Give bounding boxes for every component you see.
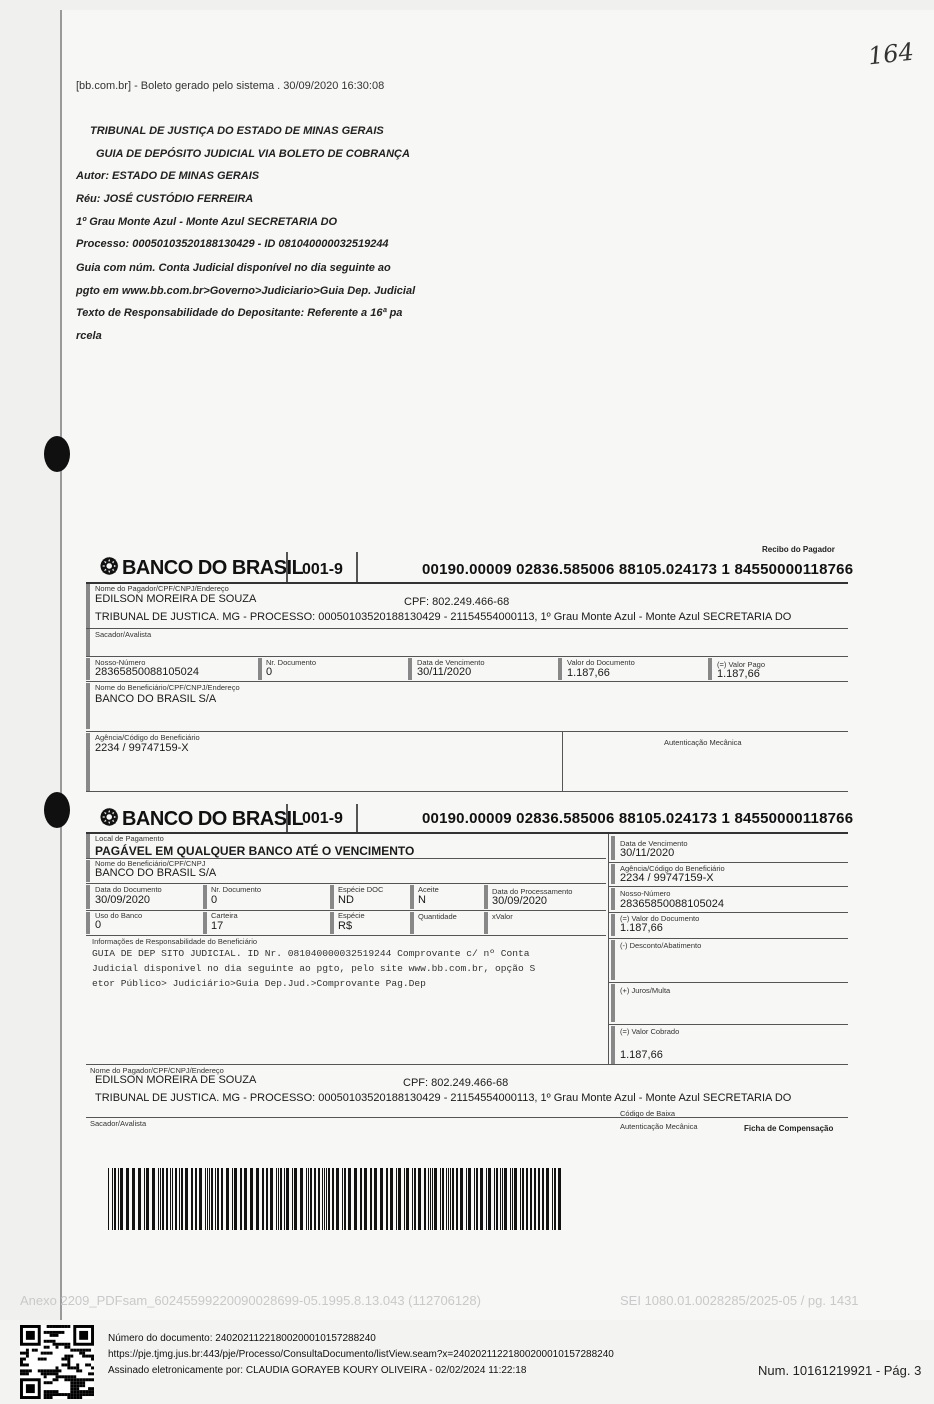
- barcode-bar: [181, 1168, 183, 1230]
- doc-url[interactable]: https://pje.tjmg.jus.br:443/pje/Processo/ConsultaDocumento/listView.seam?x=24020211221800200010157288240: [108, 1349, 614, 1360]
- field-marker: [611, 836, 615, 860]
- barcode-bar: [158, 1168, 159, 1230]
- ficha-tag: Ficha de Compensação: [744, 1124, 834, 1133]
- beneficiario: BANCO DO BRASIL S/A: [95, 693, 217, 705]
- barcode-bar: [195, 1168, 197, 1230]
- payer-label: Nome do Pagador/CPF/CNPJ/Endereço: [95, 584, 229, 593]
- handwritten-page-number: 164: [866, 37, 916, 71]
- field-marker: [86, 630, 90, 656]
- barcode-bar: [412, 1168, 413, 1230]
- guide-line: Texto de Responsabilidade do Depositante: Referente a 16ª pa: [76, 307, 403, 319]
- barcode-bar: [126, 1168, 129, 1230]
- punch-hole: [44, 792, 70, 828]
- field-marker: [410, 912, 414, 934]
- barcode-bar: [396, 1168, 397, 1230]
- field-marker: [330, 912, 334, 934]
- barcode-bar: [534, 1168, 536, 1230]
- beneficiario: BANCO DO BRASIL S/A: [95, 867, 217, 879]
- barcode-bar: [266, 1168, 268, 1230]
- barcode-bar: [306, 1168, 307, 1230]
- barcode-bar: [354, 1168, 357, 1230]
- valor-documento: 1.187,66: [620, 922, 663, 934]
- guide-line: pgto em www.bb.com.br>Governo>Judiciario>Guia Dep. Judicial: [76, 285, 416, 297]
- aceite-label: Aceite: [418, 885, 439, 894]
- agencia: 2234 / 99747159-X: [95, 742, 189, 754]
- barcode-bar: [414, 1168, 416, 1230]
- barcode-bar: [328, 1168, 330, 1230]
- field-marker: [86, 885, 90, 909]
- valor-documento-label: Valor do Documento: [567, 658, 635, 667]
- field-marker: [86, 912, 90, 934]
- barcode-bar: [442, 1168, 444, 1230]
- agencia-label: Agência/Código do Beneficiário: [620, 864, 725, 873]
- rule: [86, 681, 848, 682]
- barcode-bar: [310, 1168, 312, 1230]
- sacador-label: Sacador/Avalista: [95, 630, 152, 639]
- barcode-bar: [468, 1168, 471, 1230]
- barcode-bar: [146, 1168, 149, 1230]
- barcode-bar: [504, 1168, 507, 1230]
- autenticacao-label: Autenticação Mecânica: [664, 738, 742, 747]
- agencia: 2234 / 99747159-X: [620, 872, 714, 884]
- guide-line: rcela: [76, 330, 102, 342]
- barcode-bar: [207, 1168, 208, 1230]
- barcode-bar: [138, 1168, 141, 1230]
- vencimento-label: Data de Vencimento: [417, 658, 485, 667]
- barcode-bar: [554, 1168, 556, 1230]
- nr-doc: 0: [211, 894, 218, 906]
- vencimento-label: Data de Vencimento: [620, 839, 688, 848]
- barcode-bar: [270, 1168, 273, 1230]
- divider: [562, 731, 563, 791]
- valor-pago-label: (=) Valor Pago: [717, 660, 766, 669]
- rule: [86, 1064, 848, 1065]
- punch-hole: [44, 436, 70, 472]
- rule: [608, 912, 848, 913]
- field-marker: [86, 733, 90, 791]
- barcode-bar: [370, 1168, 372, 1230]
- guide-line: Processo: 00050103520188130429 - ID 081040000032519244: [76, 238, 389, 250]
- payer-address: TRIBUNAL DE JUSTICA. MG - PROCESSO: 00050103520188130429 - 21154554000113, 1º Grau Monte Azul - Monte Azul SECRETARIA DO: [95, 611, 792, 623]
- field-marker: [410, 885, 414, 909]
- barcode-bar: [170, 1168, 171, 1230]
- barcode-bar: [162, 1168, 164, 1230]
- field-marker: [484, 912, 488, 934]
- barcode-bar: [360, 1168, 362, 1230]
- rule: [86, 791, 848, 792]
- field-marker: [708, 658, 712, 680]
- barcode-bar: [434, 1168, 437, 1230]
- carteira: 17: [211, 920, 224, 932]
- field-marker: [558, 658, 562, 680]
- barcode-bar: [336, 1168, 339, 1230]
- barcode-bar: [430, 1168, 431, 1230]
- page-number-footer: Num. 10161219921 - Pág. 3: [758, 1363, 922, 1378]
- juros-label: (+) Juros/Multa: [620, 986, 671, 995]
- barcode-bar: [514, 1168, 517, 1230]
- watermark-left: Anexo 2209_PDFsam_60245599220090028699-05.1995.8.13.043 (112706128): [20, 1293, 481, 1308]
- barcode-bar: [364, 1168, 367, 1230]
- barcode-bar: [280, 1168, 282, 1230]
- field-marker: [86, 860, 90, 882]
- rule: [608, 938, 848, 939]
- especie-label: Espécie: [338, 911, 365, 920]
- barcode-bar: [318, 1168, 320, 1230]
- barcode-bar: [456, 1168, 458, 1230]
- barcode-bar: [342, 1168, 343, 1230]
- divider: [286, 552, 288, 582]
- guide-line: GUIA DE DEPÓSITO JUDICIAL VIA BOLETO DE COBRANÇA: [96, 148, 410, 160]
- rule: [86, 628, 848, 629]
- field-marker: [611, 1026, 615, 1064]
- nr-documento: 0: [266, 666, 273, 678]
- bank-logo: [100, 805, 303, 831]
- barcode-bar: [160, 1168, 161, 1230]
- beneficiario-label: Nome do Beneficiário/CPF/CNPJ: [95, 859, 206, 868]
- barcode-bar: [240, 1168, 242, 1230]
- payer-cpf: CPF: 802.249.466-68: [403, 1077, 509, 1089]
- barcode-bar: [215, 1168, 216, 1230]
- digitable-line: 00190.00009 02836.585006 88105.024173 1 84550000118766: [422, 810, 854, 827]
- signature-line: Assinado eletronicamente por: CLAUDIA GORAYEB KOURY OLIVEIRA - 02/02/2024 11:22:18: [108, 1365, 527, 1376]
- barcode-bar: [404, 1168, 405, 1230]
- rule: [608, 1024, 848, 1025]
- especie-doc: ND: [338, 894, 354, 906]
- guide-line: Autor: ESTADO DE MINAS GERAIS: [76, 170, 260, 182]
- barcode-bar: [250, 1168, 253, 1230]
- barcode-bar: [502, 1168, 503, 1230]
- barcode-bar: [286, 1168, 289, 1230]
- barcode-bar: [488, 1168, 491, 1230]
- local-label: Local de Pagamento: [95, 834, 164, 843]
- barcode-bar: [232, 1168, 233, 1230]
- barcode-bar: [120, 1168, 123, 1230]
- barcode-bar: [326, 1168, 327, 1230]
- qr-code: [20, 1325, 94, 1399]
- watermark-right: SEI 1080.01.0028285/2025-05 / pg. 1431: [620, 1293, 859, 1308]
- payer-address: TRIBUNAL DE JUSTICA. MG - PROCESSO: 00050103520188130429 - 21154554000113, 1º Grau Monte Azul - Monte Azul SECRETARIA DO: [95, 1092, 792, 1104]
- guide-line: 1º Grau Monte Azul - Monte Azul SECRETARIA DO: [76, 216, 338, 228]
- barcode-bar: [510, 1168, 511, 1230]
- quantidade-label: Quantidade: [418, 912, 457, 921]
- especie-doc-label: Espécie DOC: [338, 885, 384, 894]
- vencimento: 30/11/2020: [620, 847, 675, 859]
- barcode-bar: [276, 1168, 277, 1230]
- barcode-bar: [211, 1168, 213, 1230]
- bank-code: 001-9: [302, 561, 343, 578]
- data-doc-label: Data do Documento: [95, 885, 162, 894]
- field-marker: [611, 984, 615, 1022]
- bank-code: 001-9: [302, 810, 343, 827]
- nosso-numero: 28365850088105024: [95, 666, 200, 678]
- barcode-bar: [530, 1168, 532, 1230]
- valor-documento: 1.187,66: [567, 667, 610, 679]
- sacador-label: Sacador/Avalista: [90, 1119, 147, 1128]
- field-marker: [203, 885, 207, 909]
- barcode-bar: [114, 1168, 116, 1230]
- guide-line: Réu: JOSÉ CUSTÓDIO FERREIRA: [76, 193, 254, 205]
- field-marker: [86, 584, 90, 630]
- divider: [356, 804, 358, 832]
- carteira-label: Carteira: [211, 911, 238, 920]
- barcode-bar: [262, 1168, 264, 1230]
- barcode-bar: [552, 1168, 553, 1230]
- system-header: [bb.com.br] - Boleto gerado pelo sistema . 30/09/2020 16:30:08: [76, 80, 385, 92]
- bank-logo-icon: ❂: [100, 554, 118, 579]
- barcode-bar: [314, 1168, 316, 1230]
- field-marker: [258, 658, 262, 680]
- barcode-bar: [152, 1168, 155, 1230]
- payer-name: EDILSON MOREIRA DE SOUZA: [95, 1074, 257, 1086]
- barcode-bar: [256, 1168, 259, 1230]
- barcode-bar: [205, 1168, 206, 1230]
- receipt-tag: Recibo do Pagador: [762, 545, 835, 554]
- rule: [608, 982, 848, 983]
- nosso-numero-label: Nosso-Número: [95, 658, 146, 667]
- barcode-bar: [344, 1168, 346, 1230]
- barcode-bar: [191, 1168, 193, 1230]
- payer-cpf: CPF: 802.249.466-68: [404, 596, 510, 608]
- barcode-bar: [332, 1168, 334, 1230]
- barcode-bar: [500, 1168, 501, 1230]
- barcode-bar: [132, 1168, 135, 1230]
- autenticacao-label: Autenticação Mecânica: [620, 1122, 698, 1131]
- valor-documento-label: (=) Valor do Documento: [620, 914, 700, 923]
- local-pagamento: PAGÁVEL EM QUALQUER BANCO ATÉ O VENCIMENTO: [95, 844, 415, 858]
- barcode-bar: [480, 1168, 483, 1230]
- guide-line: TRIBUNAL DE JUSTIÇA DO ESTADO DE MINAS GERAIS: [90, 125, 384, 137]
- barcode-bar: [452, 1168, 454, 1230]
- payer-name: EDILSON MOREIRA DE SOUZA: [95, 593, 257, 605]
- agencia-label: Agência/Código do Beneficiário: [95, 733, 200, 742]
- barcode-bar: [380, 1168, 383, 1230]
- barcode-bar: [520, 1168, 521, 1230]
- barcode-bar: [474, 1168, 475, 1230]
- field-marker: [86, 683, 90, 729]
- barcode-bar: [234, 1168, 237, 1230]
- nr-doc-label: Nr. Documento: [211, 885, 262, 894]
- divider: [286, 804, 288, 832]
- barcode-bar: [522, 1168, 524, 1230]
- barcode-bar: [558, 1168, 561, 1230]
- field-marker: [484, 885, 488, 909]
- codigo-baixa-label: Código de Baixa: [620, 1109, 676, 1118]
- barcode-bar: [542, 1168, 544, 1230]
- data-doc: 30/09/2020: [95, 894, 151, 906]
- bank-logo-icon: ❂: [100, 805, 118, 830]
- nosso-numero-label: Nosso-Número: [620, 889, 671, 898]
- barcode-bar: [118, 1168, 119, 1230]
- barcode-bar: [108, 1168, 109, 1230]
- uso-banco-label: Uso do Banco: [95, 911, 143, 920]
- barcode-bar: [538, 1168, 540, 1230]
- nr-documento-label: Nr. Documento: [266, 658, 317, 667]
- info-line: GUIA DE DEP SITO JUDICIAL. ID Nr. 081040000032519244 Comprovante c/ nº Conta: [92, 948, 530, 959]
- barcode-bar: [440, 1168, 441, 1230]
- field-marker: [203, 912, 207, 934]
- barcode-bar: [546, 1168, 549, 1230]
- field-marker: [408, 658, 412, 680]
- nosso-numero: 28365850088105024: [620, 898, 725, 910]
- barcode-bar: [300, 1168, 303, 1230]
- info-line: Judicial disponivel no dia seguinte ao pgto, pelo site www.bb.com.br, opção S: [92, 963, 536, 974]
- barcode-bar: [324, 1168, 325, 1230]
- data-proc: 30/09/2020: [492, 895, 548, 907]
- barcode-bar: [112, 1168, 113, 1230]
- rule: [86, 1117, 848, 1118]
- rule: [86, 656, 848, 657]
- field-marker: [611, 914, 615, 936]
- barcode-bar: [390, 1168, 393, 1230]
- doc-number: Número do documento: 24020211221800200010157288240: [108, 1333, 376, 1344]
- valor-pago: 1.187,66: [717, 668, 760, 680]
- valor-cobrado: 1.187,66: [620, 1049, 663, 1061]
- data-proc-label: Data do Processamento: [492, 887, 573, 896]
- rule: [86, 731, 848, 732]
- barcode-bar: [418, 1168, 421, 1230]
- barcode-bar: [278, 1168, 279, 1230]
- barcode-bar: [322, 1168, 323, 1230]
- barcode-bar: [221, 1168, 223, 1230]
- barcode: [108, 1168, 564, 1230]
- barcode-bar: [166, 1168, 168, 1230]
- barcode-bar: [175, 1168, 177, 1230]
- barcode-bar: [496, 1168, 498, 1230]
- barcode-bar: [406, 1168, 409, 1230]
- uso-banco: 0: [95, 919, 102, 931]
- barcode-bar: [209, 1168, 210, 1230]
- barcode-bar: [185, 1168, 188, 1230]
- rule: [608, 886, 848, 887]
- beneficiario-label: Nome do Beneficiário/CPF/CNPJ/Endereço: [95, 683, 240, 692]
- rule: [86, 883, 606, 884]
- xvalor-label: xValor: [492, 912, 513, 921]
- bank-logo: [100, 554, 303, 580]
- barcode-bar: [448, 1168, 449, 1230]
- barcode-bar: [476, 1168, 478, 1230]
- vencimento: 30/11/2020: [417, 666, 472, 678]
- barcode-bar: [292, 1168, 293, 1230]
- barcode-bar: [446, 1168, 447, 1230]
- rule: [86, 832, 848, 834]
- divider: [356, 552, 358, 582]
- info-line: etor Público> Judiciário>Guia Dep.Jud.>Comprovante Pag.Dep: [92, 978, 426, 989]
- field-marker: [611, 940, 615, 980]
- barcode-bar: [199, 1168, 202, 1230]
- barcode-bar: [512, 1168, 513, 1230]
- aceite: N: [418, 894, 426, 906]
- field-marker: [86, 658, 90, 680]
- barcode-bar: [172, 1168, 173, 1230]
- barcode-bar: [398, 1168, 401, 1230]
- rule: [86, 935, 606, 936]
- barcode-bar: [284, 1168, 285, 1230]
- barcode-bar: [428, 1168, 429, 1230]
- barcode-bar: [374, 1168, 377, 1230]
- guide-line: Guia com núm. Conta Judicial disponível no dia seguinte ao: [76, 262, 391, 274]
- bank-logo-text: BANCO DO BRASIL: [121, 557, 304, 579]
- barcode-bar: [308, 1168, 309, 1230]
- barcode-bar: [486, 1168, 487, 1230]
- barcode-bar: [450, 1168, 451, 1230]
- barcode-bar: [294, 1168, 297, 1230]
- divider: [608, 834, 609, 1064]
- barcode-bar: [460, 1168, 463, 1230]
- barcode-bar: [432, 1168, 433, 1230]
- barcode-bar: [179, 1168, 180, 1230]
- valor-cobrado-label: (=) Valor Cobrado: [620, 1027, 680, 1036]
- rule: [608, 862, 848, 863]
- field-marker: [86, 834, 90, 858]
- bank-logo-text: BANCO DO BRASIL: [121, 808, 304, 830]
- barcode-bar: [466, 1168, 467, 1230]
- field-marker: [611, 888, 615, 910]
- barcode-bar: [348, 1168, 351, 1230]
- barcode-bar: [494, 1168, 495, 1230]
- payer-label: Nome do Pagador/CPF/CNPJ/Endereço: [90, 1066, 224, 1075]
- field-marker: [611, 864, 615, 884]
- barcode-bar: [226, 1168, 229, 1230]
- barcode-bar: [144, 1168, 145, 1230]
- digitable-line: 00190.00009 02836.585006 88105.024173 1 84550000118766: [422, 561, 854, 578]
- barcode-bar: [244, 1168, 247, 1230]
- barcode-bar: [526, 1168, 528, 1230]
- barcode-bar: [217, 1168, 219, 1230]
- field-marker: [330, 885, 334, 909]
- desconto-label: (-) Desconto/Abatimento: [620, 941, 702, 950]
- barcode-bar: [386, 1168, 388, 1230]
- info-label: Informações de Responsabilidade do Beneficiário: [92, 937, 258, 946]
- especie: R$: [338, 920, 353, 932]
- barcode-bar: [424, 1168, 426, 1230]
